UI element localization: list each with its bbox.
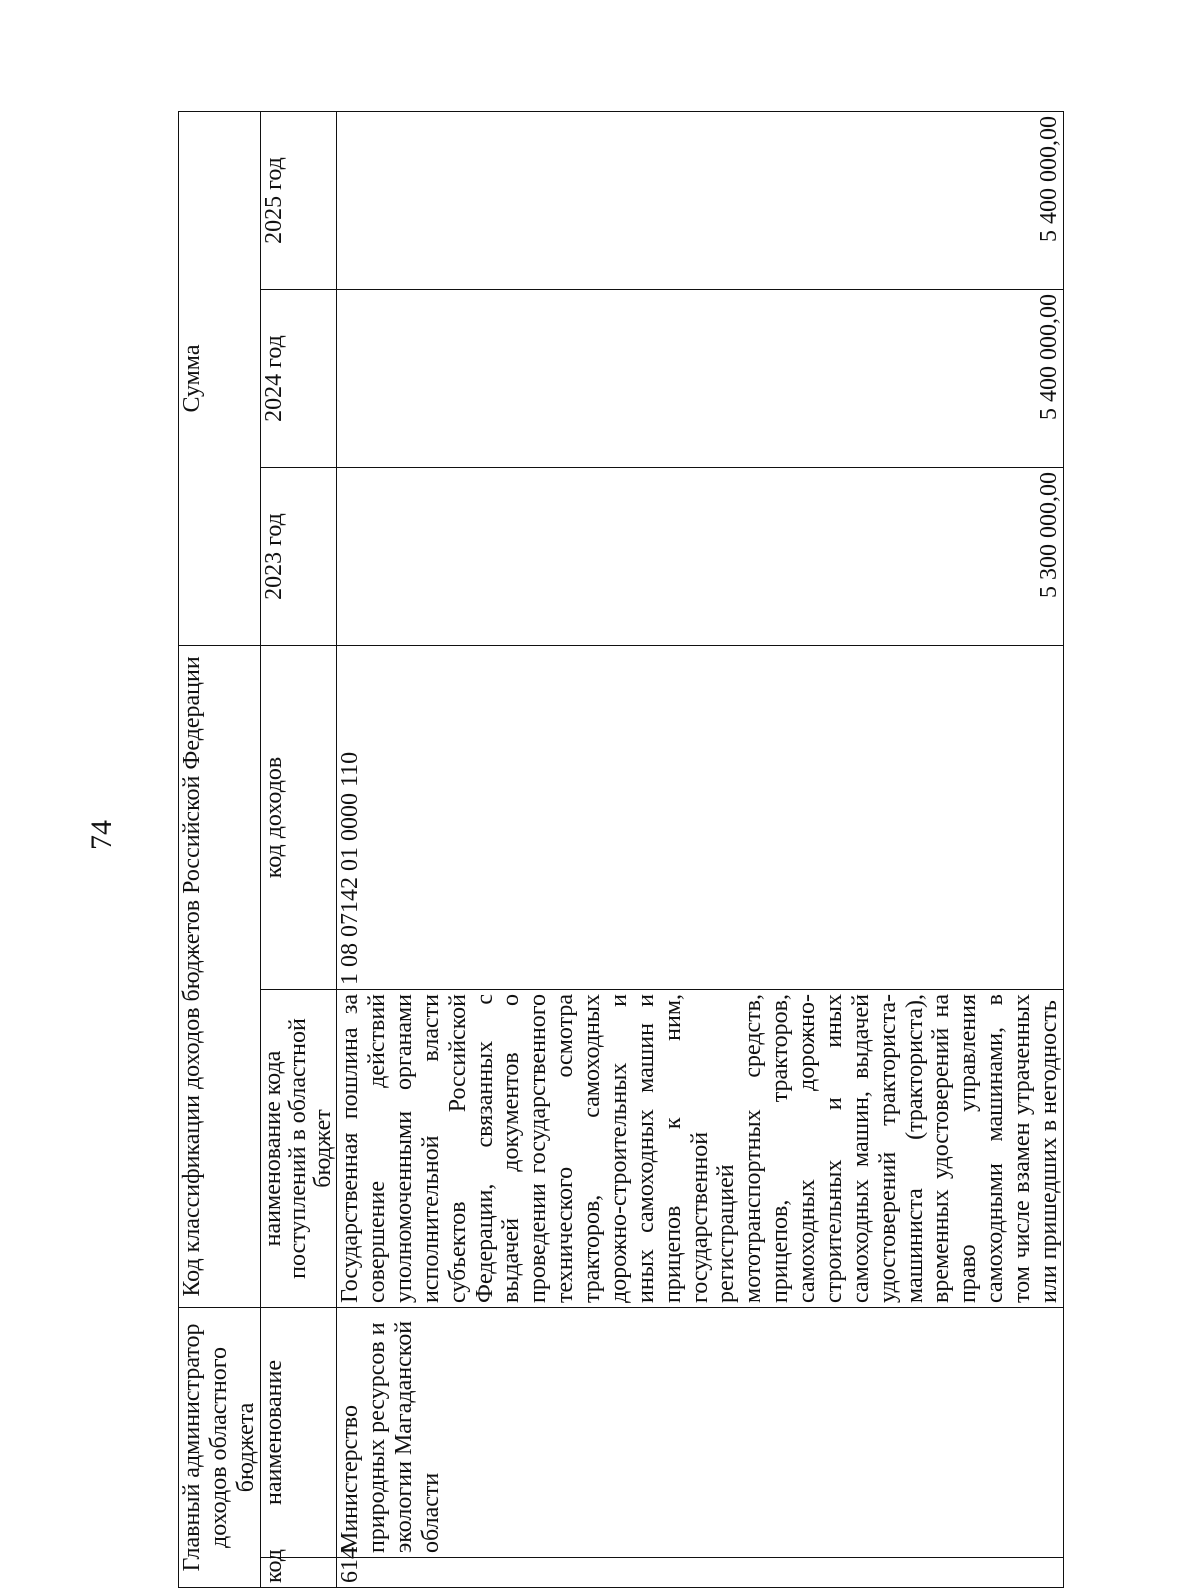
budget-table: [178, 111, 1064, 1588]
header-classification-group: Код классификации доходов бюджетов Российской Федерации: [179, 645, 261, 1307]
row-amount-2023: 5 300 000,00: [337, 467, 1064, 645]
row-name: Министерство природных ресурсов и экологии Магаданской области: [337, 1307, 1064, 1557]
table-row: [337, 111, 1064, 1587]
header-admin-group: Главный администратор доходов областного бюджета: [179, 1307, 261, 1587]
header-sum-group: Сумма: [179, 111, 261, 645]
page-number: 74: [85, 820, 118, 850]
header-year-2025: 2025 год: [260, 111, 337, 289]
row-amount-2025: 5 400 000,00: [337, 111, 1064, 289]
header-year-2023: 2023 год: [260, 467, 337, 645]
rotated-table-wrapper: [178, 112, 1062, 1588]
header-year-2024: 2024 год: [260, 289, 337, 467]
header-income-name: наименование кода поступлений в областной бюджет: [260, 989, 337, 1307]
row-amount-2024: 5 400 000,00: [337, 289, 1064, 467]
header-code: код: [260, 1558, 337, 1588]
row-code: 614: [337, 1558, 1064, 1588]
rotated-table-inner: [178, 112, 1062, 1588]
header-income-code: код доходов: [260, 645, 337, 989]
row-income-code: 1 08 07142 01 0000 110: [337, 645, 1064, 989]
row-income-name: Государственная пошлина за совершение действий уполномоченными органами исполнительной власти субъектов Российской Федерации, связанных с выдачей документов о проведении государственного технического осмотра тракторов, самоходных дорожно-строительных и иных самоходных машин и прицепов к ним, государственной регистрацией мототранспортных средств, прицепов, тракторов, самоходных дорожно-строительных и иных самоходных машин, выдачей удостоверений тракториста-машиниста (тракториста), временных удостоверений на право управления самоходными машинами, в том числе взамен утраченных или пришедших в негодность: [337, 989, 1064, 1307]
header-name: наименование: [260, 1307, 337, 1557]
